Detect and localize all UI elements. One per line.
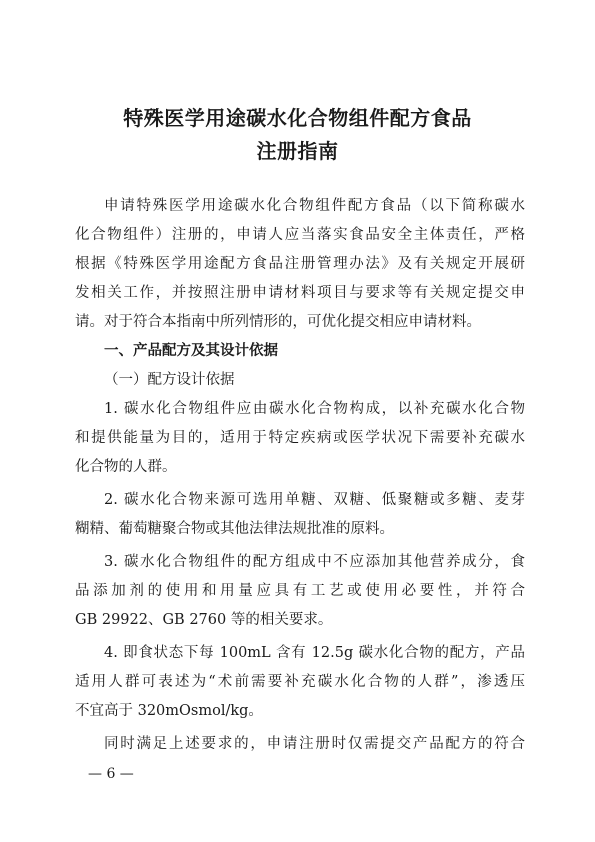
item-3-line-1: 3. 碳水化合物组件的配方组成中不应添加其他营养成分，食 (104, 554, 525, 570)
item-4-line-2: 适用人群可表述为“术前需要补充碳水化合物的人群”，渗透压 (75, 674, 525, 690)
item-3-line-2: 品添加剂的使用和用量应具有工艺或使用必要性，并符合 (75, 583, 525, 599)
paragraph-1-line-3: 根据《特殊医学用途配方食品注册管理办法》及有关规定开展研 (75, 256, 525, 272)
page-number: — 6 — (88, 766, 134, 782)
item-1-line-2: 和提供能量为目的，适用于特定疾病或医学状况下需要补充碳水 (75, 430, 525, 446)
item-4-line-1: 4. 即食状态下每 100mL 含有 12.5g 碳水化合物的配方，产品 (104, 645, 525, 661)
subsection-1-heading: （一）配方设计依据 (104, 372, 235, 388)
paragraph-1-line-1: 申请特殊医学用途碳水化合物组件配方食品（以下简称碳水 (104, 198, 525, 214)
item-2-line-1: 2. 碳水化合物来源可选用单糖、双糖、低聚糖或多糖、麦芽 (104, 492, 525, 508)
item-2-line-2: 糊精、葡萄糖聚合物或其他法律法规批准的原料。 (75, 521, 394, 537)
item-3-line-3: GB 29922、GB 2760 等的相关要求。 (75, 612, 333, 628)
document-title-line-1: 特殊医学用途碳水化合物组件配方食品 (123, 106, 472, 130)
paragraph-1-line-2: 化合物组件）注册的，申请人应当落实食品安全主体责任，严格 (75, 227, 525, 243)
item-1-line-3: 化合物的人群。 (75, 459, 177, 475)
paragraph-1-line-5: 请。对于符合本指南中所列情形的，可优化提交相应申请材料。 (75, 314, 481, 330)
item-4-line-3: 不宜高于 320mOsmol/kg。 (75, 703, 263, 719)
section-1-heading: 一、产品配方及其设计依据 (104, 343, 278, 359)
paragraph-1-line-4: 发相关工作，并按照注册申请材料项目与要求等有关规定提交申 (75, 285, 525, 301)
closing-line-1: 同时满足上述要求的，申请注册时仅需提交产品配方的符合 (104, 736, 525, 752)
document-title-line-2: 注册指南 (256, 139, 339, 163)
item-1-line-1: 1. 碳水化合物组件应由碳水化合物构成，以补充碳水化合物 (104, 401, 525, 417)
